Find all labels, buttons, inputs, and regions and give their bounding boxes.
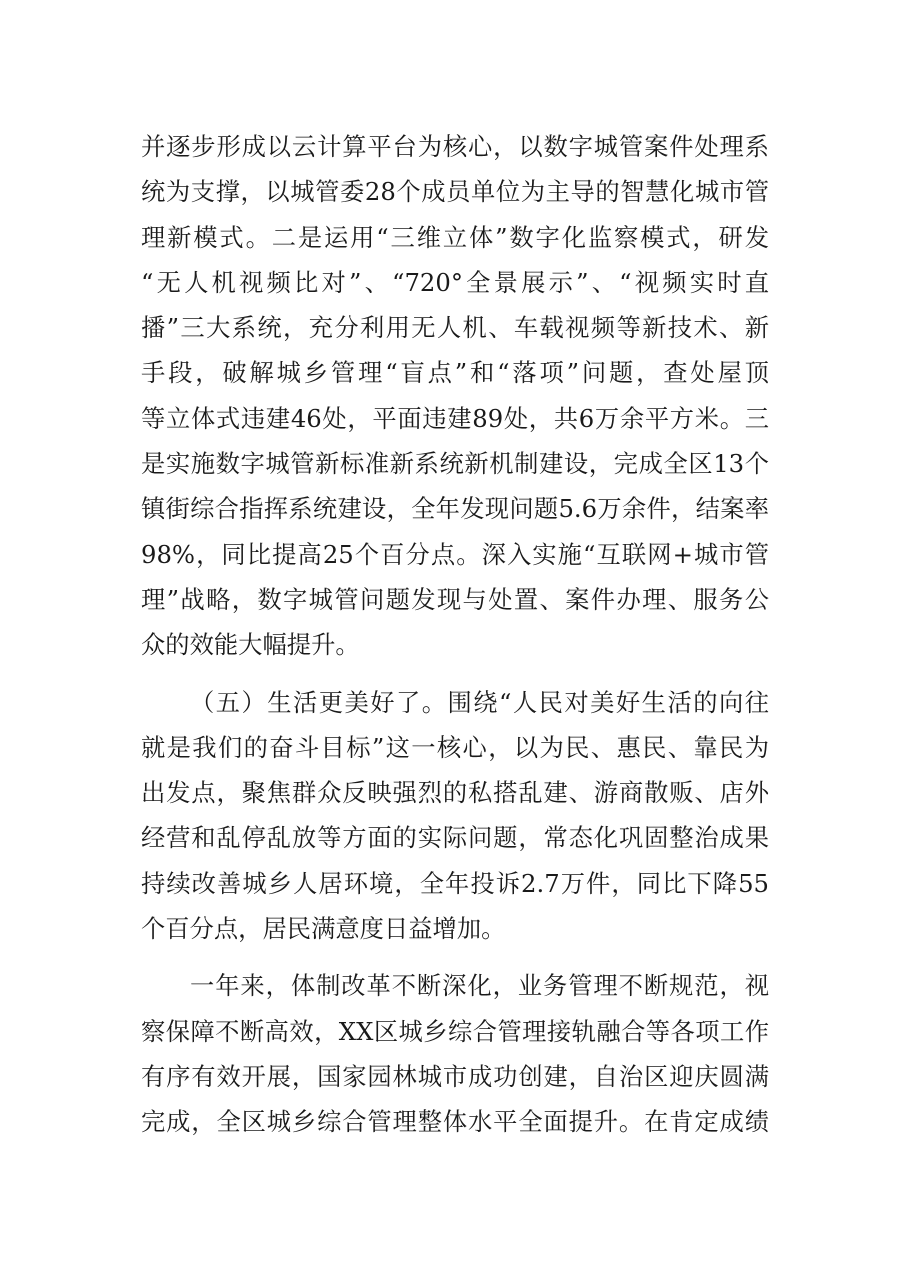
paragraph-2-line-1: （五）生活更美好了。围绕“人民对美好生活的向往 bbox=[190, 687, 769, 717]
paragraph-1-line-3: 理新模式。二是运用“三维立体”数字化监察模式，研发 bbox=[141, 222, 769, 252]
paragraph-3-line-1: 一年来，体制改革不断深化，业务管理不断规范，视 bbox=[190, 971, 769, 1001]
paragraph-1-line-8: 是实施数字城管新标准新系统新机制建设，完成全区13个 bbox=[141, 449, 769, 479]
paragraph-1-line-2: 统为支撑，以城管委28个成员单位为主导的智慧化城市管 bbox=[141, 177, 769, 207]
paragraph-3-line-3: 有序有效开展，国家园林城市成功创建，自治区迎庆圆满 bbox=[141, 1061, 769, 1091]
paragraph-1-line-10: 98%，同比提高25个百分点。深入实施“互联网+城市管 bbox=[141, 539, 769, 569]
paragraph-2-line-6: 个百分点，居民满意度日益增加。 bbox=[141, 914, 506, 944]
paragraph-1-line-1: 并逐步形成以云计算平台为核心，以数字城管案件处理系 bbox=[141, 132, 769, 161]
document-body bbox=[141, 124, 769, 1145]
paragraph-2-line-3: 出发点，聚焦群众反映强烈的私搭乱建、游商散贩、店外 bbox=[141, 778, 769, 808]
paragraph-1-line-9: 镇街综合指挥系统建设，全年发现问题5.6万余件，结案率 bbox=[141, 494, 769, 524]
paragraph-3-line-4: 完成，全区城乡综合管理整体水平全面提升。在肯定成绩 bbox=[141, 1107, 769, 1137]
paragraph-1-line-5: 播”三大系统，充分利用无人机、车载视频等新技术、新 bbox=[141, 313, 769, 343]
paragraph-2-line-4: 经营和乱停乱放等方面的实际问题，常态化巩固整治成果 bbox=[141, 823, 769, 853]
paragraph-2-line-2: 就是我们的奋斗目标”这一核心，以为民、惠民、靠民为 bbox=[141, 732, 769, 762]
paragraph-gap bbox=[141, 668, 769, 680]
paragraph-2-line-5: 持续改善城乡人居环境，全年投诉2.7万件，同比下降55 bbox=[141, 868, 769, 898]
paragraph-1-line-7: 等立体式违建46处，平面违建89处，共6万余平方米。三 bbox=[141, 403, 769, 433]
paragraph-gap bbox=[141, 951, 769, 963]
paragraph-1-line-4: “无人机视频比对”、“720°全景展示”、“视频实时直 bbox=[141, 267, 769, 297]
paragraph-1-line-12: 众的效能大幅提升。 bbox=[141, 630, 360, 660]
paragraph-1-line-11: 理”战略，数字城管问题发现与处置、案件办理、服务公 bbox=[141, 584, 769, 614]
paragraph-3-line-2: 察保障不断高效，XX区城乡综合管理接轨融合等各项工作 bbox=[141, 1016, 769, 1046]
paragraph-1-line-6: 手段，破解城乡管理“盲点”和“落项”问题，查处屋顶 bbox=[141, 358, 769, 388]
